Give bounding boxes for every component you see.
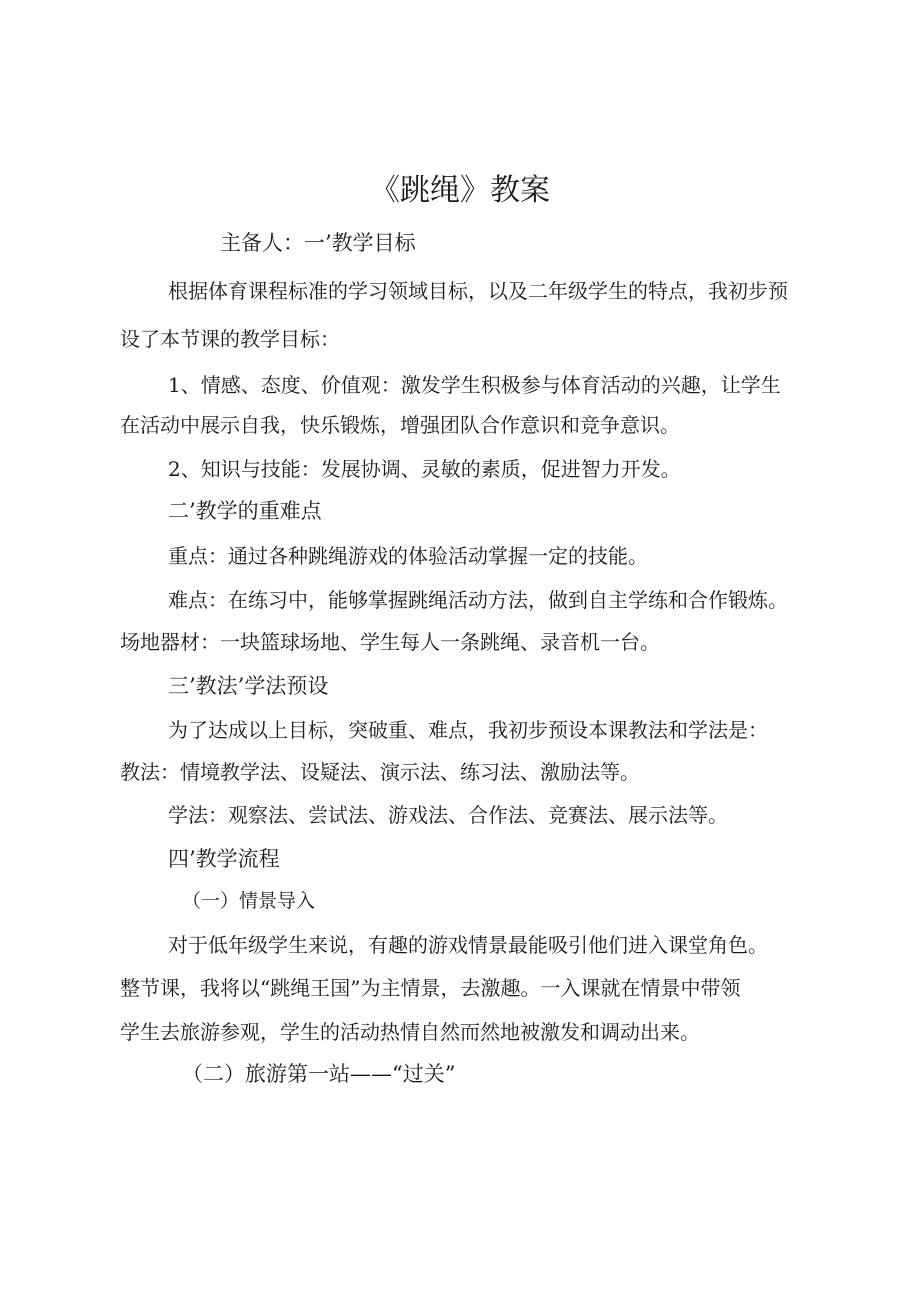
paragraph-line: 对于低年级学生来说，有趣的游戏情景最能吸引他们进入课堂角色。 bbox=[168, 933, 768, 957]
paragraph-line: 场地器材：一块篮球场地、学生每人一条跳绳、录音机一台。 bbox=[120, 630, 660, 654]
paragraph-line: 重点：通过各种跳绳游戏的体验活动掌握一定的技能。 bbox=[168, 544, 648, 568]
paragraph-line: 难点：在练习中，能够掌握跳绳活动方法，做到自主学练和合作锻炼。 bbox=[168, 588, 788, 612]
paragraph-line: 学生去旅游参观，学生的活动热情自然而然地被激发和调动出来。 bbox=[120, 1020, 700, 1044]
paragraph-line: 教法：情境教学法、设疑法、演示法、练习法、激励法等。 bbox=[120, 760, 640, 784]
subsection-heading: （一）情景导入 bbox=[182, 890, 316, 912]
paragraph-line: 学法：观察法、尝试法、游戏法、合作法、竞赛法、展示法等。 bbox=[168, 803, 728, 827]
preparer-and-section-1-heading: 主备人：一’教学目标 bbox=[220, 231, 416, 255]
paragraph-line: 根据体育课程标准的学习领域目标，以及二年级学生的特点，我初步预 bbox=[168, 279, 788, 303]
paragraph-line: 整节课，我将以“跳绳王国”为主情景，去激趣。一入课就在情景中带领 bbox=[120, 976, 741, 1000]
section-2-heading: 二’教学的重难点 bbox=[168, 499, 322, 523]
section-3-heading: 三’教法’学法预设 bbox=[168, 674, 329, 698]
subsection-heading: （二）旅游第一站——“过关” bbox=[182, 1062, 456, 1086]
paragraph-line: 2、知识与技能：发展协调、灵敏的素质，促进智力开发。 bbox=[168, 457, 681, 481]
document-title: 《跳绳》教案 bbox=[370, 173, 550, 208]
paragraph-line: 为了达成以上目标，突破重、难点，我初步预设本课教法和学法是： bbox=[168, 718, 768, 742]
section-4-heading: 四’教学流程 bbox=[168, 847, 280, 871]
paragraph-line: 设了本节课的教学目标： bbox=[120, 327, 340, 351]
paragraph-line: 1、情感、态度、价值观：激发学生积极参与体育活动的兴趣，让学生 bbox=[168, 373, 781, 397]
paragraph-line: 在活动中展示自我，快乐锻炼，增强团队合作意识和竞争意识。 bbox=[120, 413, 680, 437]
